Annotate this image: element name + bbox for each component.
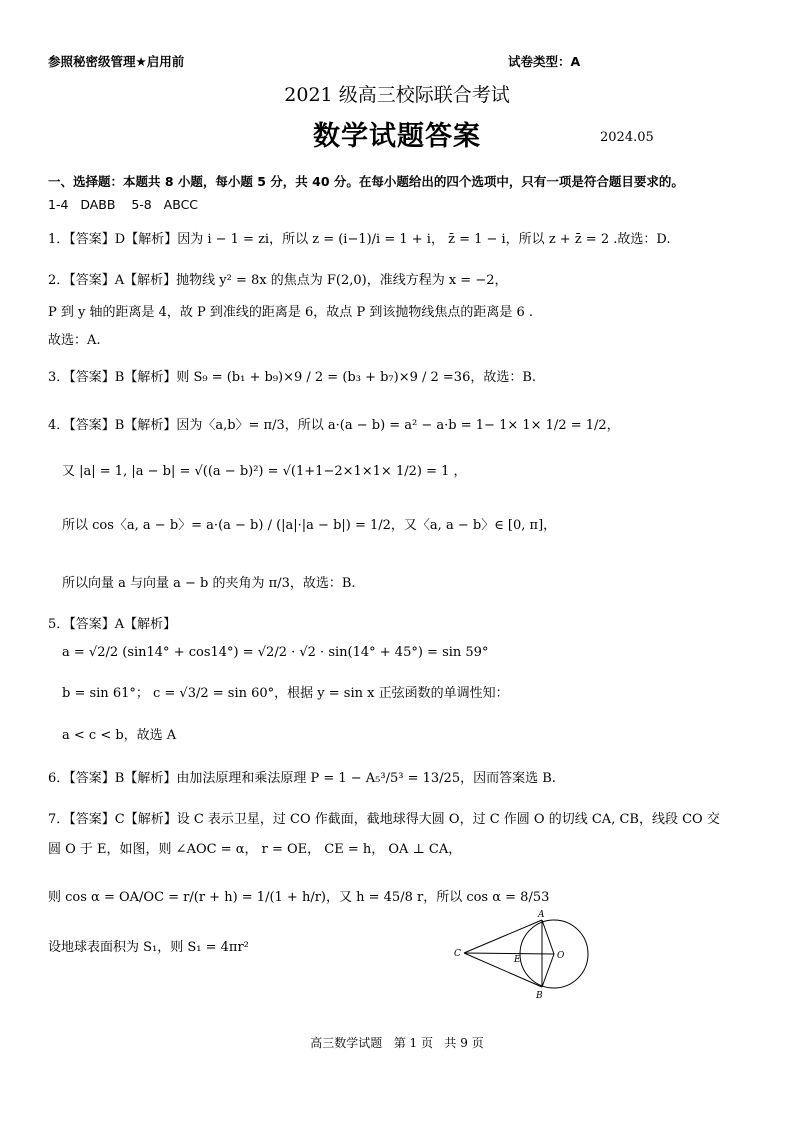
paper-type-label: 试卷类型：A [508,54,581,69]
q7-line1: 7．【答案】C【解析】设 C 表示卫星，过 CO 作截面，截地球得大圆 O，过 C 作圆 O 的切线 CA, CB，线段 CO 交 [48,812,720,827]
q4-line2: 又 |a| = 1, |a − b| = √((a − b)²) = √(1+1−2×1×1× 1/2) = 1 ， [62,464,467,479]
q4-line4: 所以向量 a 与向量 a − b 的夹角为 π/3，故选：B. [62,576,356,591]
q2-line2: P 到 y 轴的距离是 4，故 P 到准线的距离是 6，故点 P 到该抛物线焦点的距离是 6 . [48,305,533,320]
exam-title: 2021 级高三校际联合考试 [284,84,510,106]
q2-line3: 故选：A. [48,333,101,348]
radius-ob [542,954,554,987]
q7-line4: 设地球表面积为 S₁，则 S₁ = 4πr² [48,940,249,955]
q3-solution: 3．【答案】B【解析】则 S₉ = (b₁ + b₉)×9 / 2 = (b₃ + b₇)×9 / 2 =36，故选：B. [48,370,537,385]
q5-line1: 5．【答案】A【解析】 [48,617,177,632]
label-e: E [514,955,521,965]
label-o: O [557,951,565,961]
q5-line4: a < c < b，故选 A [62,728,177,743]
q5-line3: b = sin 61°； c = √3/2 = sin 60°，根据 y = sin x 正弦函数的单调性知： [62,686,509,701]
label-c: C [454,949,461,959]
q6-solution: 6．【答案】B【解析】由加法原理和乘法原理 P = 1 − A₅³/5³ = 13/25，因而答案选 B. [48,771,556,786]
segment-co [464,953,554,954]
q1-solution: 1．【答案】D【解析】因为 i − 1 = zi，所以 z = (i−1)/i = 1 + i， z̄ = 1 − i，所以 z + z̄ = 2 .故选：D. [48,232,671,247]
tangent-ca [464,920,542,953]
satellite-tangent-diagram [450,908,600,1000]
section-heading: 一、选择题：本题共 8 小题，每小题 5 分，共 40 分。在每小题给出的四个选项中，只有一项是符合题目要求的。 [48,174,684,189]
q2-line1: 2．【答案】A【解析】抛物线 y² = 8x 的焦点为 F(2,0)，准线方程为 x = −2， [48,273,508,288]
q4-line3: 所以 cos〈a, a − b〉= a·(a − b) / (|a|·|a − b|) = 1/2，又〈a, a − b〉∈ [0, π]， [62,518,557,533]
confidential-label: 参照秘密级管理★启用前 [48,54,185,69]
q7-line2: 圆 O 于 E，如图，则 ∠AOC = α， r = OE， CE = h， OA ⊥ CA， [48,842,462,857]
label-a: A [538,910,545,920]
answer-key: 1-4 DABB 5-8 ABCC [48,197,199,212]
exam-date: 2024.05 [600,130,654,145]
radius-oa [542,920,554,954]
tangent-cb [464,953,542,987]
q4-line1: 4．【答案】B【解析】因为〈a,b〉= π/3，所以 a·(a − b) = a² − a·b = 1− 1× 1× 1/2 = 1/2， [48,418,620,433]
q5-line2: a = √2/2 (sin14° + cos14°) = √2/2 · √2 · sin(14° + 45°) = sin 59° [62,645,489,660]
q7-line3: 则 cos α = OA/OC = r/(r + h) = 1/(1 + h/r)，又 h = 45/8 r，所以 cos α = 8/53 [48,890,550,905]
page-footer: 高三数学试题 第 1 页 共 9 页 [310,1036,484,1050]
label-b: B [536,991,543,1000]
subject-title: 数学试题答案 [313,121,481,152]
